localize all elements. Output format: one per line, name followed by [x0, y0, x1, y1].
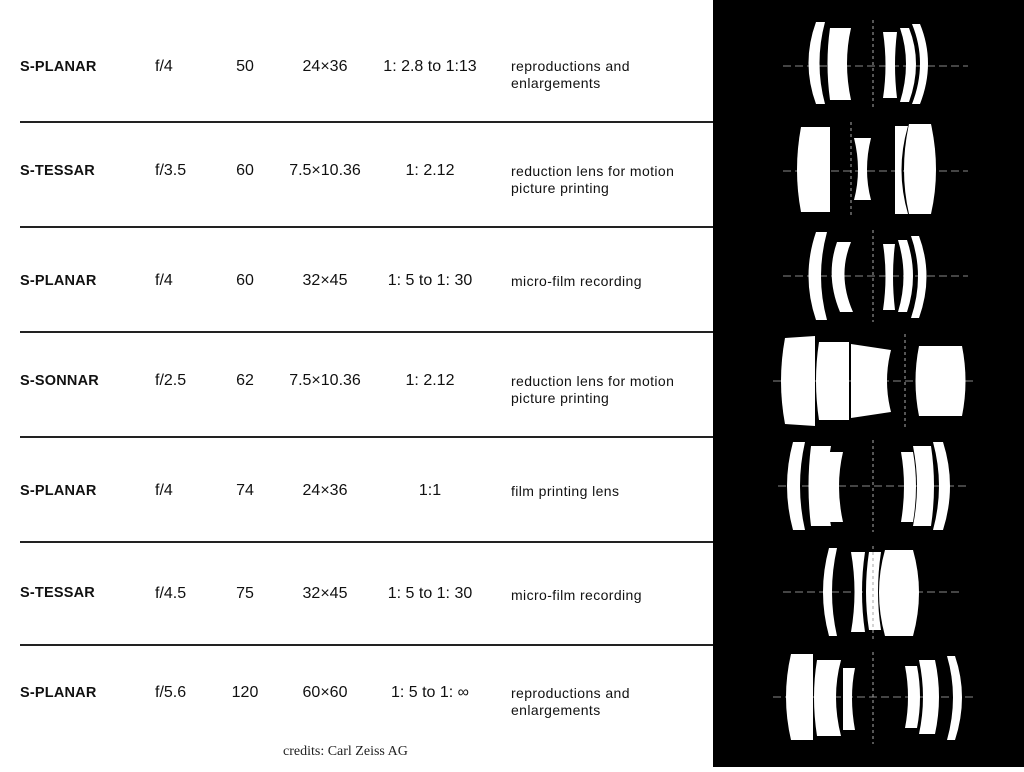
focal-length: 62 — [236, 372, 254, 389]
aperture: f/4 — [155, 482, 173, 499]
table-row — [0, 436, 713, 541]
lens-name: S-TESSAR — [20, 163, 95, 179]
aperture: f/2.5 — [155, 372, 187, 389]
reproduction-ratio: 1: 5 to 1: ∞ — [390, 684, 470, 701]
lens-name: S-PLANAR — [20, 483, 97, 499]
format: 24×36 — [302, 482, 348, 499]
aperture: f/4 — [155, 58, 173, 75]
table-row — [0, 541, 713, 646]
lens-name: S-PLANAR — [20, 685, 97, 701]
table-row — [0, 644, 713, 749]
table-row — [0, 121, 713, 226]
lens-name: S-PLANAR — [20, 273, 97, 289]
focal-length: 120 — [231, 684, 259, 701]
focal-length: 60 — [236, 272, 254, 289]
focal-length: 75 — [236, 585, 254, 602]
lens-cross-section-diagrams — [713, 0, 1024, 767]
reproduction-ratio: 1: 2.8 to 1:13 — [383, 58, 477, 75]
lens-diagram-4 — [781, 336, 966, 426]
application: reduction lens for motion picture printing — [511, 373, 675, 406]
reproduction-ratio: 1: 5 to 1: 30 — [387, 272, 473, 289]
reproduction-ratio: 1: 2.12 — [405, 162, 455, 179]
application: reproductions and enlargements — [511, 58, 630, 91]
format: 32×45 — [302, 272, 348, 289]
application: reduction lens for motion picture printing — [511, 163, 675, 196]
focal-length: 60 — [236, 162, 254, 179]
application: reproductions and enlargements — [511, 685, 630, 718]
lens-diagram-2 — [797, 124, 936, 214]
application: micro-film recording — [511, 587, 642, 603]
table-row — [0, 226, 713, 331]
credits-caption: credits: Carl Zeiss AG — [283, 744, 408, 759]
aperture: f/4 — [155, 272, 173, 289]
table-row — [0, 14, 713, 119]
lens-name: S-PLANAR — [20, 59, 97, 75]
application: micro-film recording — [511, 273, 642, 289]
format: 7.5×10.36 — [289, 372, 361, 389]
aperture: f/5.6 — [155, 684, 187, 701]
lens-diagram-1 — [809, 22, 929, 104]
reproduction-ratio: 1: 5 to 1: 30 — [387, 585, 473, 602]
format: 60×60 — [302, 684, 348, 701]
aperture: f/3.5 — [155, 162, 187, 179]
format: 24×36 — [302, 58, 348, 75]
application: film printing lens — [511, 483, 620, 499]
focal-length: 50 — [236, 58, 254, 75]
table-row — [0, 331, 713, 436]
lens-name: S-TESSAR — [20, 585, 95, 601]
format: 7.5×10.36 — [289, 162, 361, 179]
aperture: f/4.5 — [155, 585, 187, 602]
format: 32×45 — [302, 585, 348, 602]
lens-name: S-SONNAR — [20, 373, 99, 389]
reproduction-ratio: 1:1 — [418, 482, 442, 499]
focal-length: 74 — [236, 482, 254, 499]
reproduction-ratio: 1: 2.12 — [405, 372, 455, 389]
lens-diagram-panel — [713, 0, 1024, 767]
